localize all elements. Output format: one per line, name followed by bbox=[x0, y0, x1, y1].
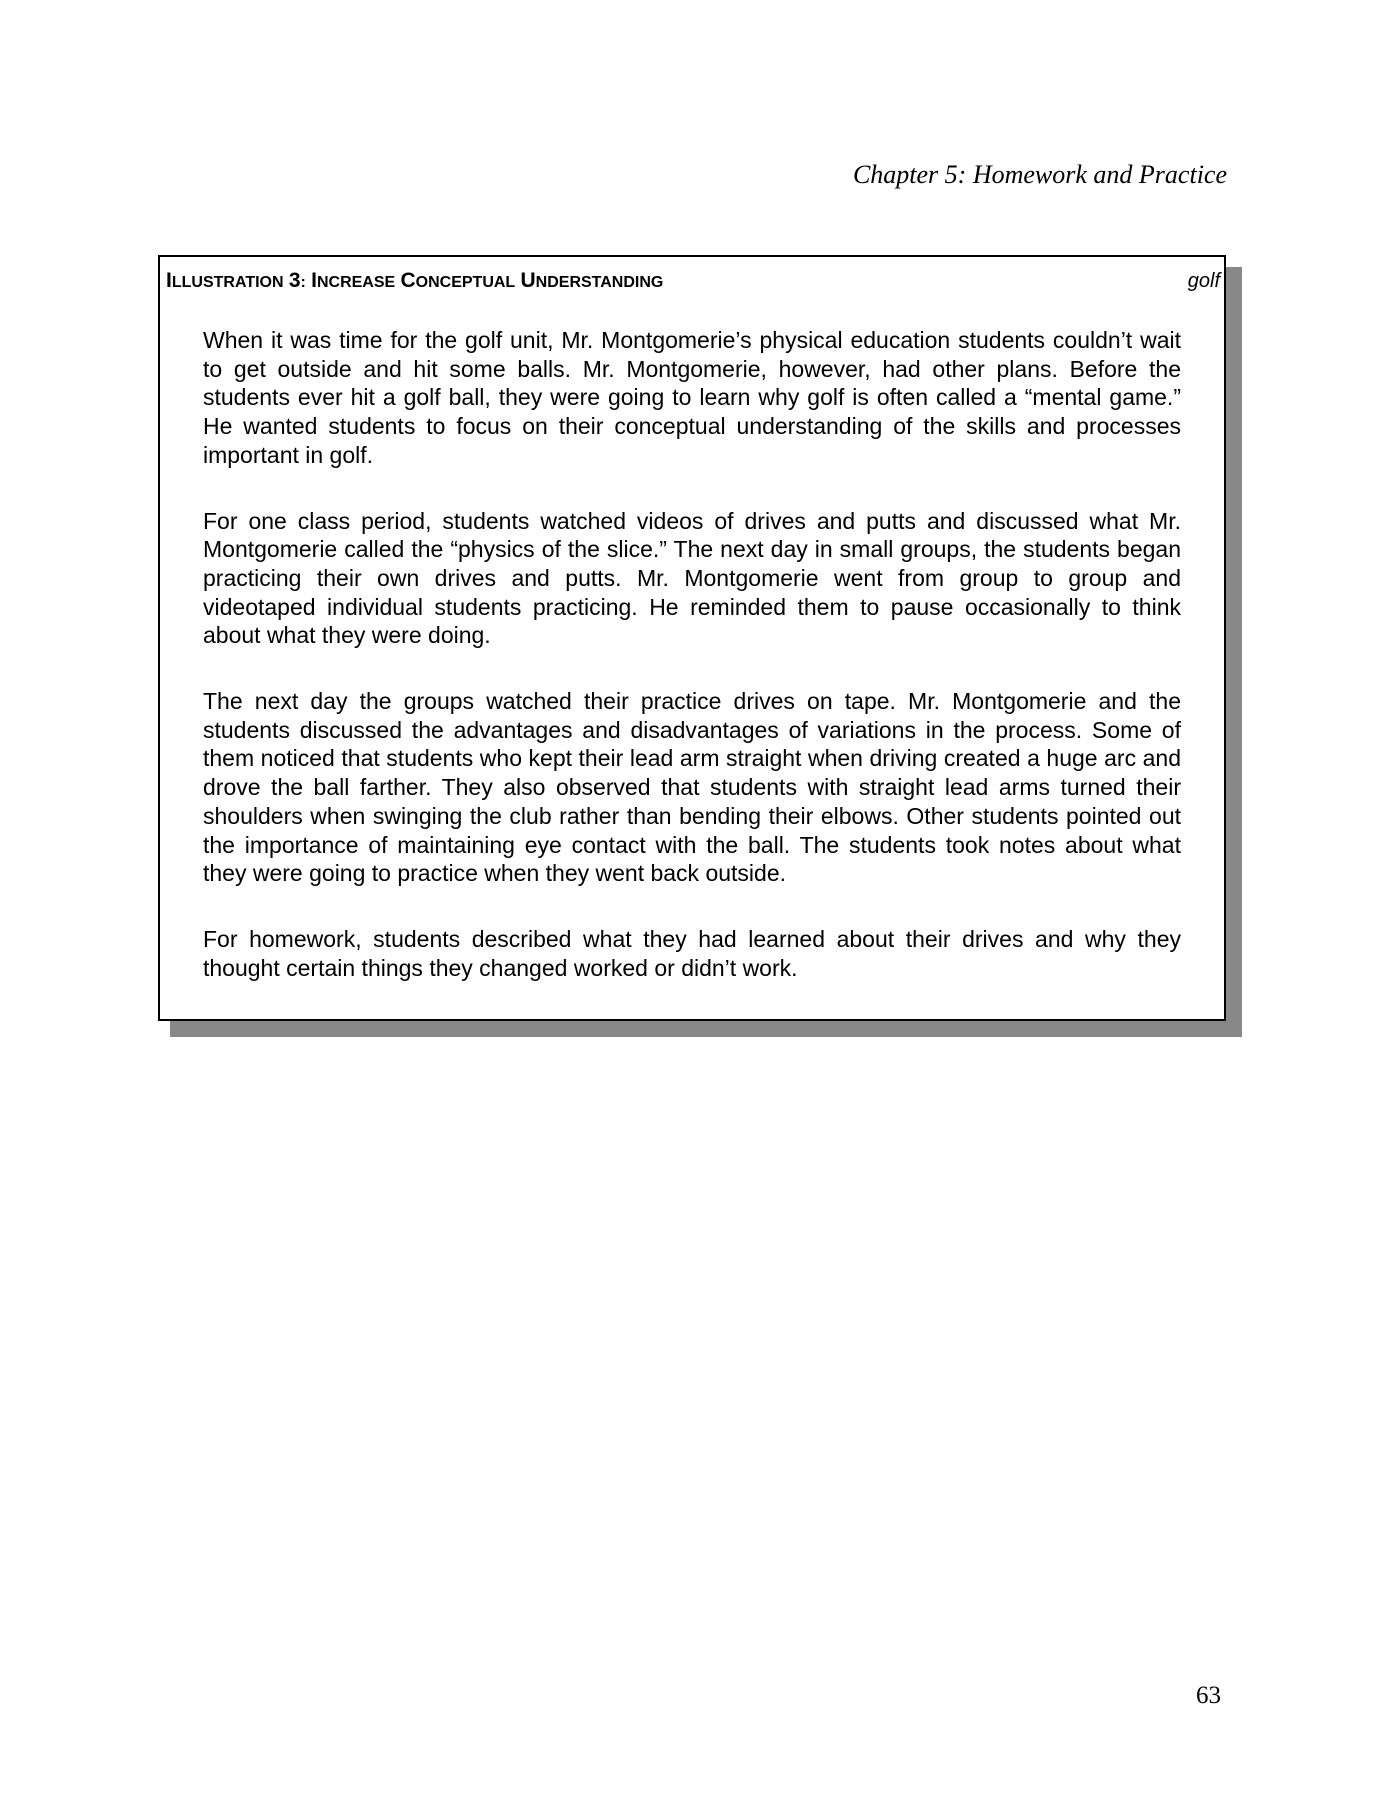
illustration-header bbox=[166, 267, 1220, 295]
page-number: 63 bbox=[1196, 1682, 1221, 1709]
illustration-box bbox=[158, 255, 1226, 1021]
illustration-title: ILLUSTRATION 3: INCREASE CONCEPTUAL UNDERSTANDING bbox=[166, 269, 664, 292]
illustration-tag: golf bbox=[1187, 269, 1220, 292]
illustration-body bbox=[203, 326, 1181, 1019]
paragraph-4: For homework, students described what they had learned about their drives and why they thought certain things they changed worked or didn’t work. bbox=[203, 925, 1181, 981]
paragraph-3: The next day the groups watched their practice drives on tape. Mr. Montgomerie and the students discussed the advantages and disadvantages of variations in the process. Some of them noticed that students who kept their lead arm straight when driving created a huge arc and drove the ball farther. They also observed that students with straight lead arms turned their shoulders when swinging the club rather than bending their elbows. Other students pointed out the importance of maintaining eye contact with the ball. The students took notes about what they were going to practice when they went back outside. bbox=[203, 688, 1181, 887]
running-header: Chapter 5: Homework and Practice bbox=[852, 160, 1227, 189]
paragraph-2: For one class period, students watched videos of drives and putts and discussed what Mr. Montgomerie called the “physics of the slice.” The next day in small groups, the students began practicing their own drives and putts. Mr. Montgomerie went from group to group and videotaped individual students practicing. He reminded them to pause occasionally to think about what they were doing. bbox=[203, 507, 1181, 649]
paragraph-1: When it was time for the golf unit, Mr. Montgomerie’s physical education students couldn’t wait to get outside and hit some balls. Mr. Montgomerie, however, had other plans. Before the students ever hit a golf ball, they were going to learn why golf is often called a “mental game.” He wanted students to focus on their conceptual understanding of the skills and processes important in golf. bbox=[203, 327, 1181, 468]
